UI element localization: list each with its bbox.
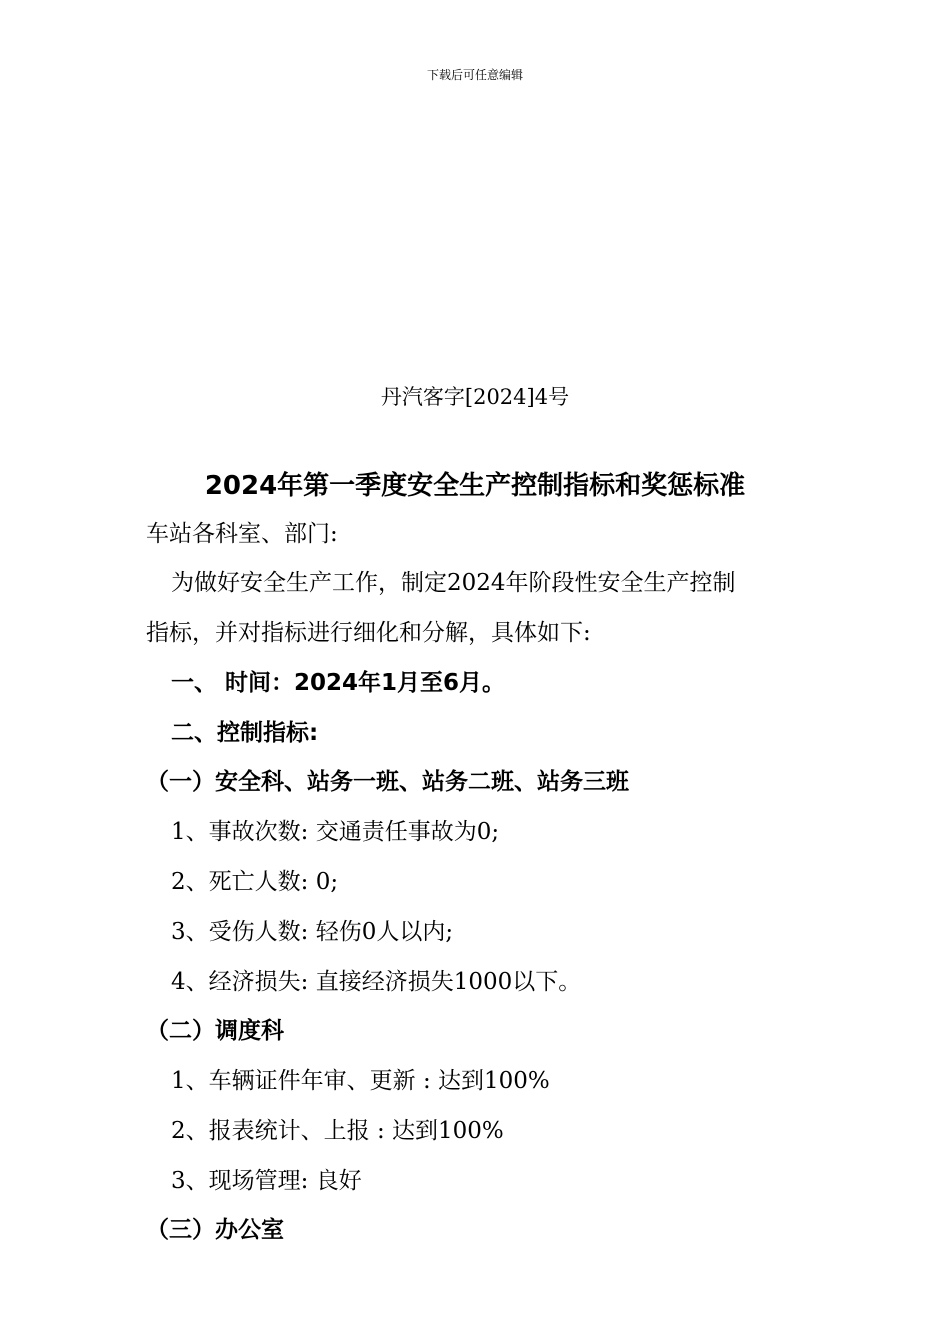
subsection-2-heading: （二）调度科	[146, 1018, 284, 1044]
document-title: 2024年第一季度安全生产控制指标和奖惩标准	[204, 471, 746, 501]
list-item: 1、车辆证件年审、更新 : 达到100%	[171, 1068, 550, 1094]
list-item: 3、现场管理: 良好	[171, 1168, 362, 1194]
header-note: 下载后可任意编辑	[426, 68, 523, 82]
salutation: 车站各科室、部门:	[146, 521, 338, 547]
document-number: 丹汽客字[2024]4号	[380, 385, 570, 409]
list-item: 3、受伤人数: 轻伤0人以内;	[171, 919, 454, 945]
section-1-time: 一、 时间：2024年1月至6月。	[171, 670, 506, 696]
list-item: 2、报表统计、上报 : 达到100%	[171, 1118, 504, 1144]
list-item: 4、经济损失: 直接经济损失1000以下。	[171, 969, 582, 995]
subsection-1-heading: （一）安全科、站务一班、站务二班、站务三班	[146, 769, 629, 795]
section-2-heading: 二、控制指标:	[171, 720, 319, 746]
list-item: 2、死亡人数: 0;	[171, 869, 339, 895]
list-item: 1、事故次数: 交通责任事故为0;	[171, 819, 500, 845]
intro-line-2: 指标，并对指标进行细化和分解，具体如下:	[146, 620, 591, 646]
subsection-3-heading: （三）办公室	[146, 1217, 284, 1243]
intro-line-1: 为做好安全生产工作，制定2024年阶段性安全生产控制	[171, 570, 736, 596]
